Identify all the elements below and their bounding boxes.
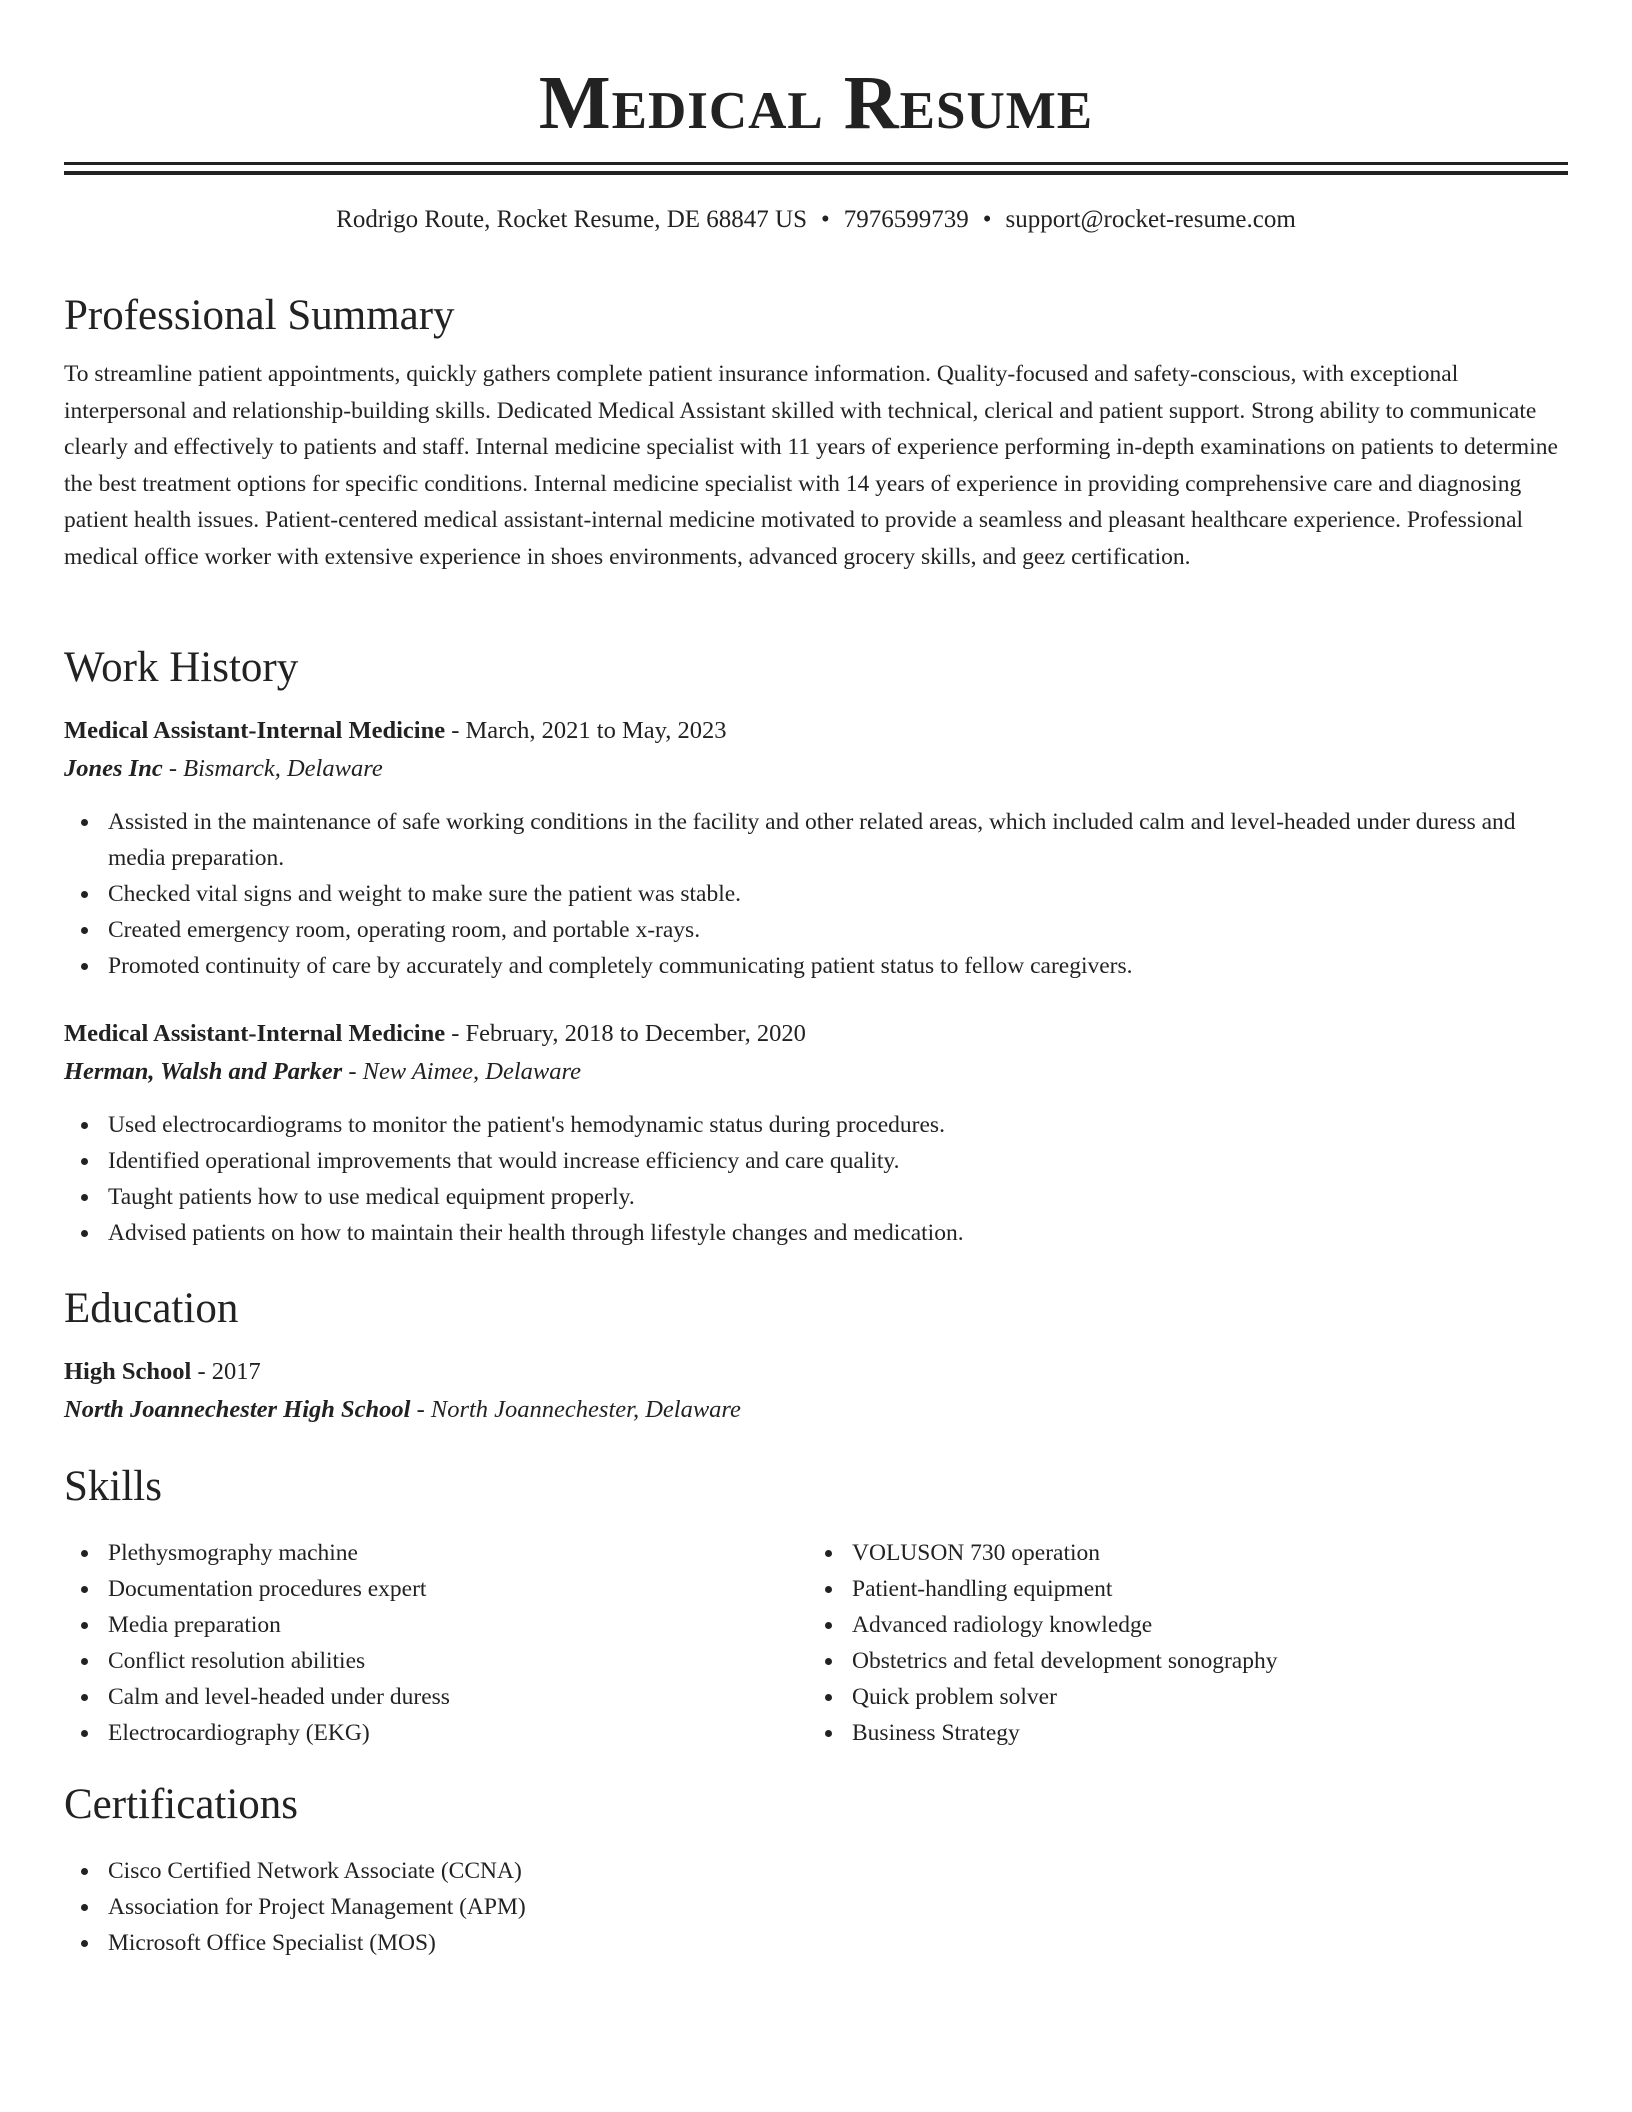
education-school-line xyxy=(64,1391,1568,1429)
job-duties-list xyxy=(64,804,1568,984)
contact-info xyxy=(64,203,1568,237)
job-dates: - February, 2018 to December, 2020 xyxy=(445,1020,806,1047)
education-location: - North Joannechester, Delaware xyxy=(410,1396,741,1423)
job-dates: - March, 2021 to May, 2023 xyxy=(445,717,727,744)
list-item: Business Strategy xyxy=(852,1715,1552,1751)
contact-separator: • xyxy=(982,206,992,233)
list-item: Assisted in the maintenance of safe working conditions in the facility and other related areas, which included calm and level-headed under duress and media preparation. xyxy=(108,804,1568,876)
list-item: Patient-handling equipment xyxy=(852,1571,1552,1607)
education-degree: High School xyxy=(64,1358,192,1385)
job-company: Herman, Walsh and Parker xyxy=(64,1058,343,1085)
summary-text: To streamline patient appointments, quickly gathers complete patient insurance information. Quality-focused and safety-conscious, with exceptional interpersonal and relationship-building skills. Dedicated Medical Assistant skilled with technical, clerical and patient support. Strong ability to communicate clearly and effectively to patients and staff. Internal medicine specialist with 11 years of experience performing in-depth examinations on patients to determine the best treatment options for specific conditions. Internal medicine specialist with 14 years of experience in providing comprehensive care and diagnosing patient health issues. Patient-centered medical assistant-internal medicine motivated to provide a seamless and pleasant healthcare experience. Professional medical office worker with extensive experience in shoes environments, advanced grocery skills, and geez certification. xyxy=(64,361,1558,570)
work-history-heading: Work History xyxy=(64,644,299,691)
job-company-line xyxy=(64,750,1568,788)
title-divider-bottom xyxy=(64,171,1568,175)
list-item: Documentation procedures expert xyxy=(108,1571,808,1607)
summary-section xyxy=(64,290,1568,575)
skills-list xyxy=(64,1535,1568,1751)
list-item: Advised patients on how to maintain their health through lifestyle changes and medication. xyxy=(108,1215,1568,1251)
skills-list-right xyxy=(808,1535,1552,1751)
job-duties xyxy=(64,804,1568,984)
page-title: Medical Resume xyxy=(538,61,1094,145)
education-school: North Joannechester High School xyxy=(64,1396,411,1423)
list-item: Obstetrics and fetal development sonography xyxy=(852,1643,1552,1679)
skills-column-right xyxy=(808,1535,1552,1751)
list-item: Taught patients how to use medical equipment properly. xyxy=(108,1179,1568,1215)
list-item: Created emergency room, operating room, and portable x-rays. xyxy=(108,912,1568,948)
work-history-section xyxy=(64,642,1568,694)
job-company: Jones Inc xyxy=(64,755,163,782)
contact-separator: • xyxy=(820,206,830,233)
list-item: Media preparation xyxy=(108,1607,808,1643)
summary-heading: Professional Summary xyxy=(64,292,455,339)
job-entry xyxy=(64,712,1568,788)
job-duties-list xyxy=(64,1107,1568,1251)
list-item: Checked vital signs and weight to make sure the patient was stable. xyxy=(108,876,1568,912)
title-divider-top xyxy=(64,162,1568,165)
education-heading: Education xyxy=(64,1285,239,1332)
skills-column-left xyxy=(64,1535,808,1751)
education-section xyxy=(64,1283,1568,1335)
job-location: - Bismarck, Delaware xyxy=(162,755,383,782)
list-item: Electrocardiography (EKG) xyxy=(108,1715,808,1751)
skills-heading: Skills xyxy=(64,1463,162,1510)
resume-header xyxy=(64,0,1568,237)
certifications-items xyxy=(64,1853,1568,1961)
list-item: Used electrocardiograms to monitor the patient's hemodynamic status during procedures. xyxy=(108,1107,1568,1143)
list-item: Microsoft Office Specialist (MOS) xyxy=(108,1925,1568,1961)
contact-phone: 7976599739 xyxy=(843,206,969,233)
certifications-heading: Certifications xyxy=(64,1781,299,1828)
education-year: - 2017 xyxy=(191,1358,261,1385)
job-title: Medical Assistant-Internal Medicine xyxy=(64,717,446,744)
list-item: Quick problem solver xyxy=(852,1679,1552,1715)
certifications-list xyxy=(64,1853,1568,1961)
contact-email: support@rocket-resume.com xyxy=(1005,206,1296,233)
job-location: - New Aimee, Delaware xyxy=(342,1058,582,1085)
skills-list-left xyxy=(64,1535,808,1751)
job-title-line xyxy=(64,712,1568,750)
job-title-line xyxy=(64,1015,1568,1053)
list-item: Cisco Certified Network Associate (CCNA) xyxy=(108,1853,1568,1889)
skills-section xyxy=(64,1461,1568,1513)
list-item: Promoted continuity of care by accurately and completely communicating patient status to fellow caregivers. xyxy=(108,948,1568,984)
job-duties xyxy=(64,1107,1568,1251)
job-entry xyxy=(64,1015,1568,1091)
list-item: Calm and level-headed under duress xyxy=(108,1679,808,1715)
contact-address: Rodrigo Route, Rocket Resume, DE 68847 US xyxy=(336,206,807,233)
job-title: Medical Assistant-Internal Medicine xyxy=(64,1020,446,1047)
skills-grid xyxy=(64,1535,1568,1751)
education-degree-line xyxy=(64,1353,1568,1391)
list-item: VOLUSON 730 operation xyxy=(852,1535,1552,1571)
certifications-section xyxy=(64,1779,1568,1831)
list-item: Advanced radiology knowledge xyxy=(852,1607,1552,1643)
list-item: Identified operational improvements that would increase efficiency and care quality. xyxy=(108,1143,1568,1179)
list-item: Plethysmography machine xyxy=(108,1535,808,1571)
education-entry xyxy=(64,1353,1568,1429)
job-company-line xyxy=(64,1053,1568,1091)
list-item: Association for Project Management (APM) xyxy=(108,1889,1568,1925)
list-item: Conflict resolution abilities xyxy=(108,1643,808,1679)
